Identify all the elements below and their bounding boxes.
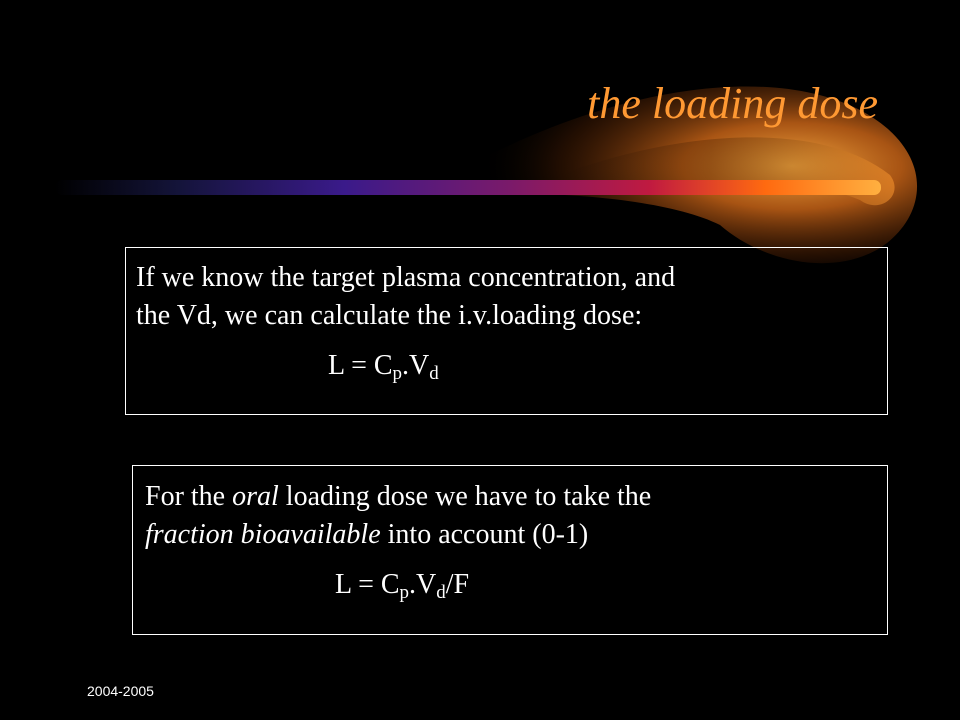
oral-loading-dose-formula — [145, 566, 887, 604]
oral-emphasis: oral — [232, 481, 279, 512]
oral-description-line-2 — [145, 516, 887, 554]
slide-footer-date: 2004-2005 — [87, 683, 154, 699]
formula-lhs: L = C — [328, 350, 393, 381]
formula-mid: .V — [409, 569, 437, 600]
formula-subscript-p: p — [392, 363, 403, 384]
formula-subscript-d: d — [429, 363, 439, 384]
oral-line1-end: loading dose we have to take the — [278, 481, 652, 512]
fraction-bioavailable-emphasis: fraction bioavailable — [145, 519, 381, 550]
slide-title: the loading dose — [587, 79, 878, 128]
formula-subscript-p: p — [399, 582, 410, 603]
iv-description-line-1: If we know the target plasma concentration, and — [136, 262, 676, 293]
formula-tail: /F — [445, 569, 470, 600]
comet-bar — [55, 180, 881, 195]
iv-description-line-2: the Vd, we can calculate the i.v.loading dose: — [136, 300, 643, 331]
formula-subscript-d: d — [436, 582, 446, 603]
oral-loading-dose-box — [132, 465, 888, 635]
oral-line1-start: For the — [145, 481, 233, 512]
oral-line2-end: into account (0-1) — [380, 519, 589, 550]
oral-description-line-1 — [145, 478, 887, 516]
formula-lhs: L = C — [335, 569, 400, 600]
iv-loading-dose-box — [125, 247, 888, 415]
iv-loading-dose-formula — [136, 347, 887, 385]
formula-mid: .V — [402, 350, 430, 381]
